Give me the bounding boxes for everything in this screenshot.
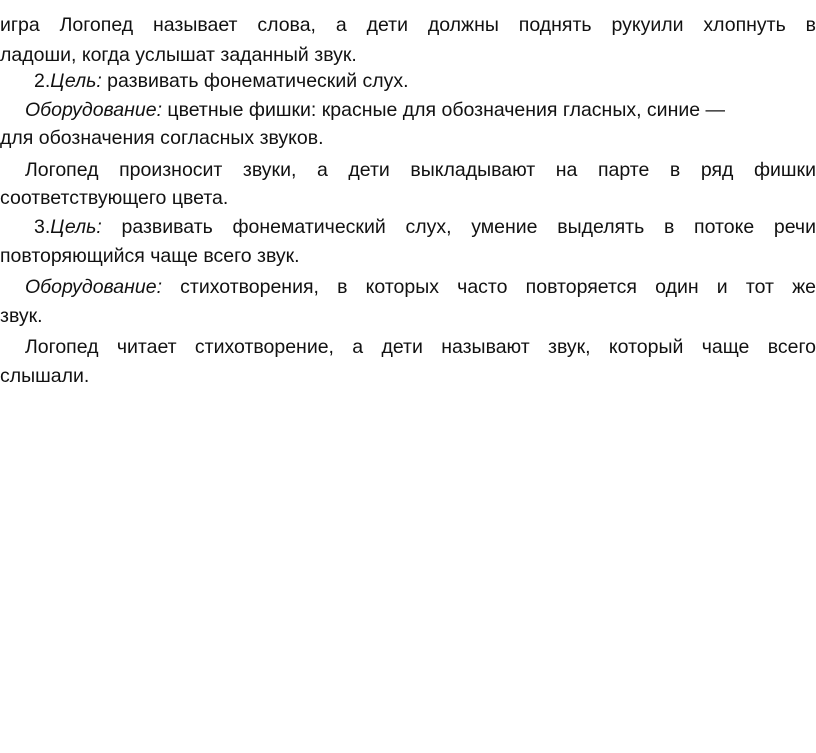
game-description-line-2: ладоши, когда услышат заданный звук. [0,44,357,66]
procedure-3-line-2: слышали. [0,365,90,387]
equipment-label: Оборудование: [25,99,162,121]
equipment-text: цветные фишки: красные для обозначения гласных, синие — [162,99,725,121]
equipment-text: стихотворения, в которых часто повторяется один и тот же [162,276,816,298]
item-number-2: 2. [34,70,51,92]
equipment-3-line-1 [0,271,816,303]
procedure-3-line-1: Логопед читает стихотворение, а дети называют звук, который чаще всего [25,336,816,358]
item-number-3: 3. [34,216,51,238]
equipment-2-line-2: для обозначения согласных звуков. [0,127,324,149]
goal-label: Цель: [50,70,102,92]
goal-text: развивать фонематический слух, умение выделять в потоке речи [101,216,816,238]
goal-label: Цель: [50,216,102,238]
goal-3-line-2: повторяющийся чаще всего звук. [0,245,300,267]
equipment-label: Оборудование: [25,276,162,298]
goal-3-line-1 [0,211,816,243]
goal-2-line [0,65,816,97]
procedure-2-line-1: Логопед произносит звуки, а дети выкладывают на парте в ряд фишки [25,159,816,181]
goal-text: развивать фонематический слух. [101,70,409,92]
equipment-3-line-2: звук. [0,305,43,327]
procedure-2-line-2: соответствующего цвета. [0,187,229,209]
game-description-line-1: игра Логопед называет слова, а дети должны поднять рукуили хлопнуть в [0,14,816,36]
